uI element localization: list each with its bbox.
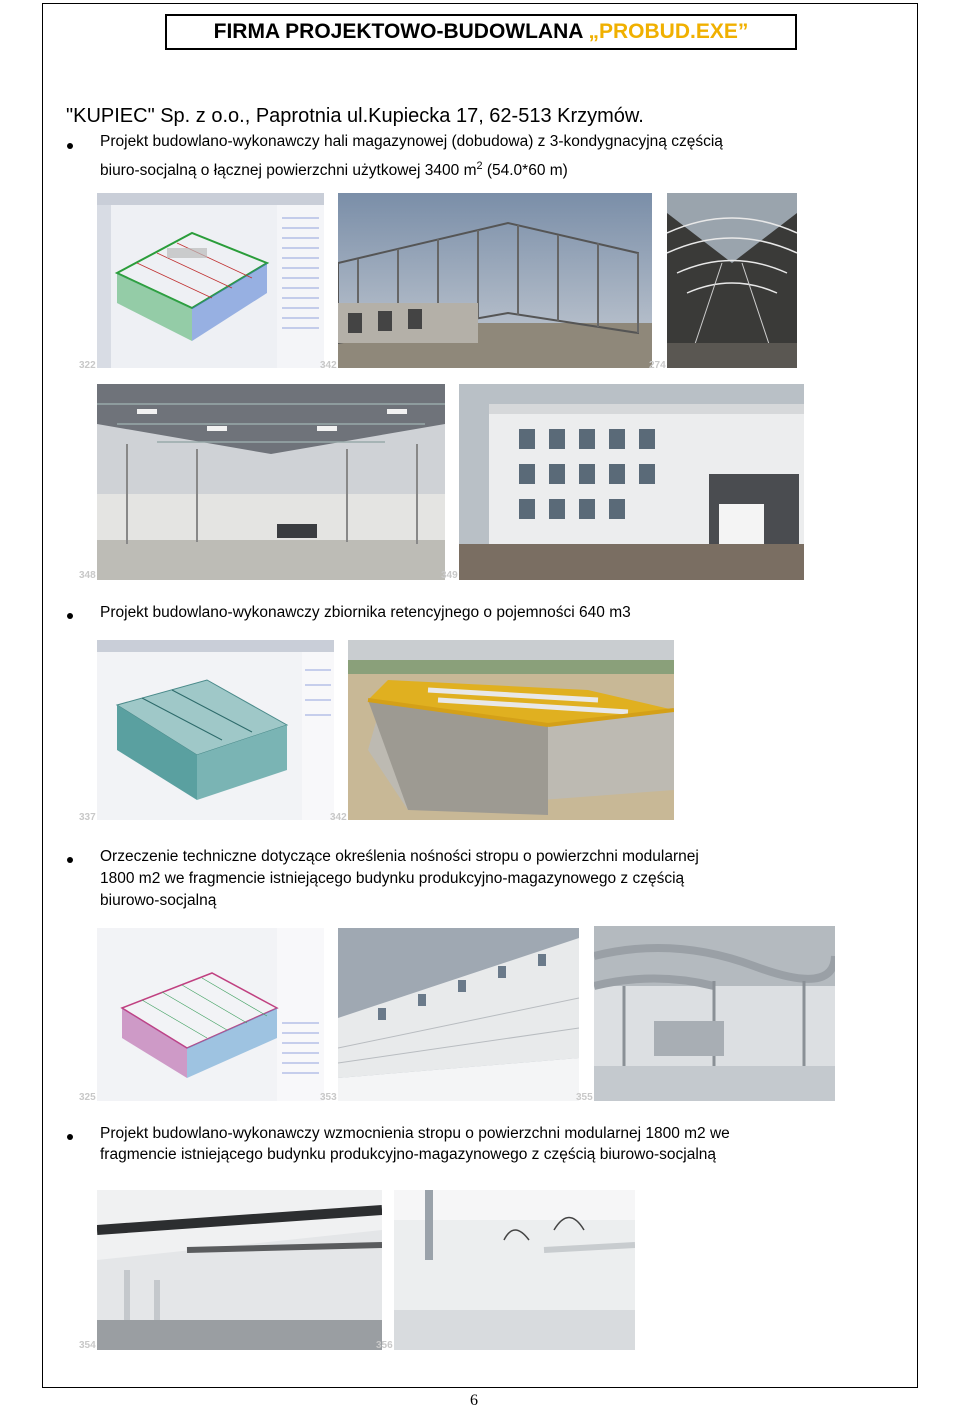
photo-number: 354	[79, 1340, 96, 1351]
photo-number: 342	[330, 812, 347, 823]
banner-accent: „PROBUD.EXE”	[588, 20, 749, 43]
bullet-2	[67, 613, 73, 619]
photo-ceiling-reinforcement	[97, 1190, 382, 1350]
bullet-4	[67, 1134, 73, 1140]
bullet-3	[67, 857, 73, 863]
photo-number: 337	[79, 812, 96, 823]
photo-office-building	[459, 384, 804, 580]
photo-production-building-winter	[338, 928, 579, 1101]
bullet-1	[67, 143, 73, 149]
client-heading: "KUPIEC" Sp. z o.o., Paprotnia ul.Kupiecka 17, 62-513 Krzymów.	[66, 105, 644, 127]
item-1-line-2b: (54.0*60 m)	[482, 162, 568, 179]
photo-number: 348	[79, 570, 96, 581]
photo-roof-structure	[667, 193, 797, 368]
photo-number: 356	[376, 1340, 393, 1351]
item-3-line-2: 1800 m2 we fragmencie istniejącego budynku produkcyjno-magazynowego z częścią	[100, 870, 685, 887]
item-1-sup: 2	[476, 160, 483, 172]
photo-number: 342	[320, 360, 337, 371]
page-number: 6	[470, 1392, 478, 1409]
photo-number: 349	[441, 570, 458, 581]
photo-ceiling-pipes	[394, 1190, 635, 1350]
item-4-line-1: Projekt budowlano-wykonawczy wzmocnienia stropu o powierzchni modularnej 1800 m2 we	[100, 1125, 730, 1142]
item-3-line-1: Orzeczenie techniczne dotyczące określenia nośności stropu o powierzchni modularnej	[100, 848, 699, 865]
company-banner	[165, 14, 797, 50]
photo-number: 325	[79, 1092, 96, 1103]
item-3-line-3: biurowo-socjalną	[100, 892, 217, 909]
item-4-line-2: fragmencie istniejącego budynku produkcyjno-magazynowego z częścią biurowo-socjalną	[100, 1146, 717, 1163]
photo-cad-warehouse-model	[97, 193, 324, 368]
photo-production-interior	[594, 926, 835, 1101]
item-2-line-1: Projekt budowlano-wykonawczy zbiornika retencyjnego o pojemności 640 m3	[100, 604, 631, 621]
photo-number: 353	[320, 1092, 337, 1103]
photo-hall-interior	[97, 384, 445, 580]
item-1-line-2	[100, 155, 568, 182]
item-1-line-1: Projekt budowlano-wykonawczy hali magazynowej (dobudowa) z 3-kondygnacyjną częścią	[100, 133, 723, 150]
photo-number: 274	[649, 360, 666, 371]
photo-steel-frame-construction	[338, 193, 652, 368]
banner-main: FIRMA PROJEKTOWO-BUDOWLANA	[213, 20, 589, 43]
item-1-line-2a: biuro-socjalną o łącznej powierzchni użytkowej 3400 m	[100, 162, 477, 179]
photo-number: 355	[576, 1092, 593, 1103]
photo-cad-production-building	[97, 928, 324, 1101]
photo-number: 322	[79, 360, 96, 371]
photo-cad-tank-model	[97, 640, 334, 820]
photo-tank-construction	[348, 640, 674, 820]
